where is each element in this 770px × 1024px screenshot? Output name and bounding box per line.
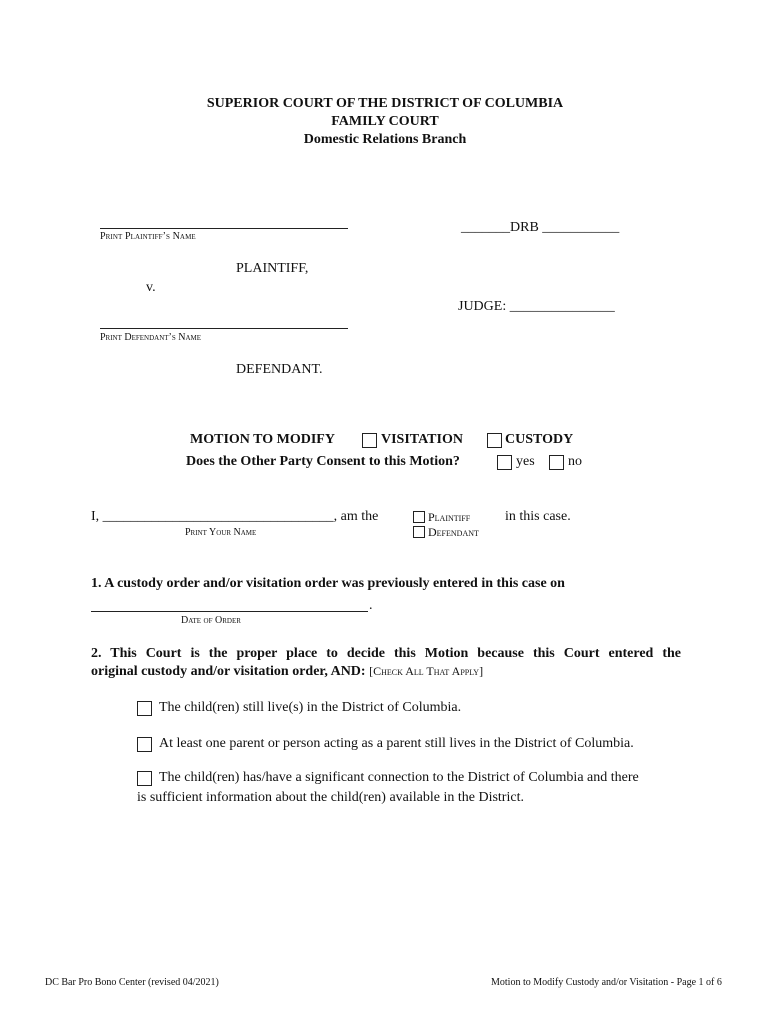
drb-number-field[interactable]: _______DRB ___________ [461,220,620,235]
plaintiff-name-line[interactable] [100,228,348,229]
plaintiff-role-checkbox[interactable] [413,511,425,523]
plaintiff-role-label: Plaintiff [428,510,471,524]
section-2-line-1: 2. This Court is the proper place to decide this Motion because this Court entered the [91,646,681,661]
motion-title: MOTION TO MODIFY [190,432,335,447]
section-1-period: . [369,598,373,613]
order-date-line[interactable] [91,611,368,612]
defendant-name-line[interactable] [100,328,348,329]
option-parent-lives-dc-label: At least one parent or person acting as a parent still lives in the District of Columbia. [159,736,634,751]
consent-no-checkbox[interactable] [549,455,564,470]
plaintiff-label: PLAINTIFF, [236,261,309,276]
defendant-role-label: Defendant [428,525,479,539]
footer-right: Motion to Modify Custody and/or Visitation - Page 1 of 6 [491,977,722,988]
section-2-line-2: original custody and/or visitation order, AND: [91,664,366,679]
versus-label: v. [146,280,156,295]
option-significant-connection-checkbox[interactable] [137,771,152,786]
defendant-role-checkbox[interactable] [413,526,425,538]
court-name: SUPERIOR COURT OF THE DISTRICT OF COLUMBIA [206,96,564,111]
option-child-lives-dc-checkbox[interactable] [137,701,152,716]
defendant-label: DEFENDANT. [236,362,323,377]
custody-label: CUSTODY [505,432,574,447]
visitation-label: VISITATION [381,432,463,447]
date-of-order-label: Date of Order [181,615,241,626]
consent-yes-label: yes [516,454,535,469]
court-division: FAMILY COURT [331,114,439,129]
consent-no-label: no [568,454,582,469]
your-name-field[interactable]: I, _________________________________, am the [91,509,379,524]
option-significant-connection-label: The child(ren) has/have a significant connection to the District of Columbia and there [159,770,639,785]
option-significant-connection-cont: is sufficient information about the child(ren) available in the District. [137,790,524,805]
option-parent-lives-dc-checkbox[interactable] [137,737,152,752]
print-your-name-label: Print Your Name [185,527,257,538]
visitation-checkbox[interactable] [362,433,377,448]
section-2-line-2-wrap [91,664,483,680]
consent-question: Does the Other Party Consent to this Motion? [186,454,460,469]
check-all-note: [Check All That Apply] [369,664,484,678]
in-this-case-label: in this case. [505,509,571,524]
custody-checkbox[interactable] [487,433,502,448]
footer-left: DC Bar Pro Bono Center (revised 04/2021) [45,977,219,988]
section-1-text: 1. A custody order and/or visitation order was previously entered in this case on [91,576,565,591]
plaintiff-name-label: Print Plaintiff’s Name [100,231,196,242]
defendant-name-label: Print Defendant’s Name [100,332,202,343]
consent-yes-checkbox[interactable] [497,455,512,470]
judge-field[interactable]: JUDGE: _______________ [458,299,615,314]
option-child-lives-dc-label: The child(ren) still live(s) in the District of Columbia. [159,700,462,715]
court-branch: Domestic Relations Branch [303,132,467,147]
